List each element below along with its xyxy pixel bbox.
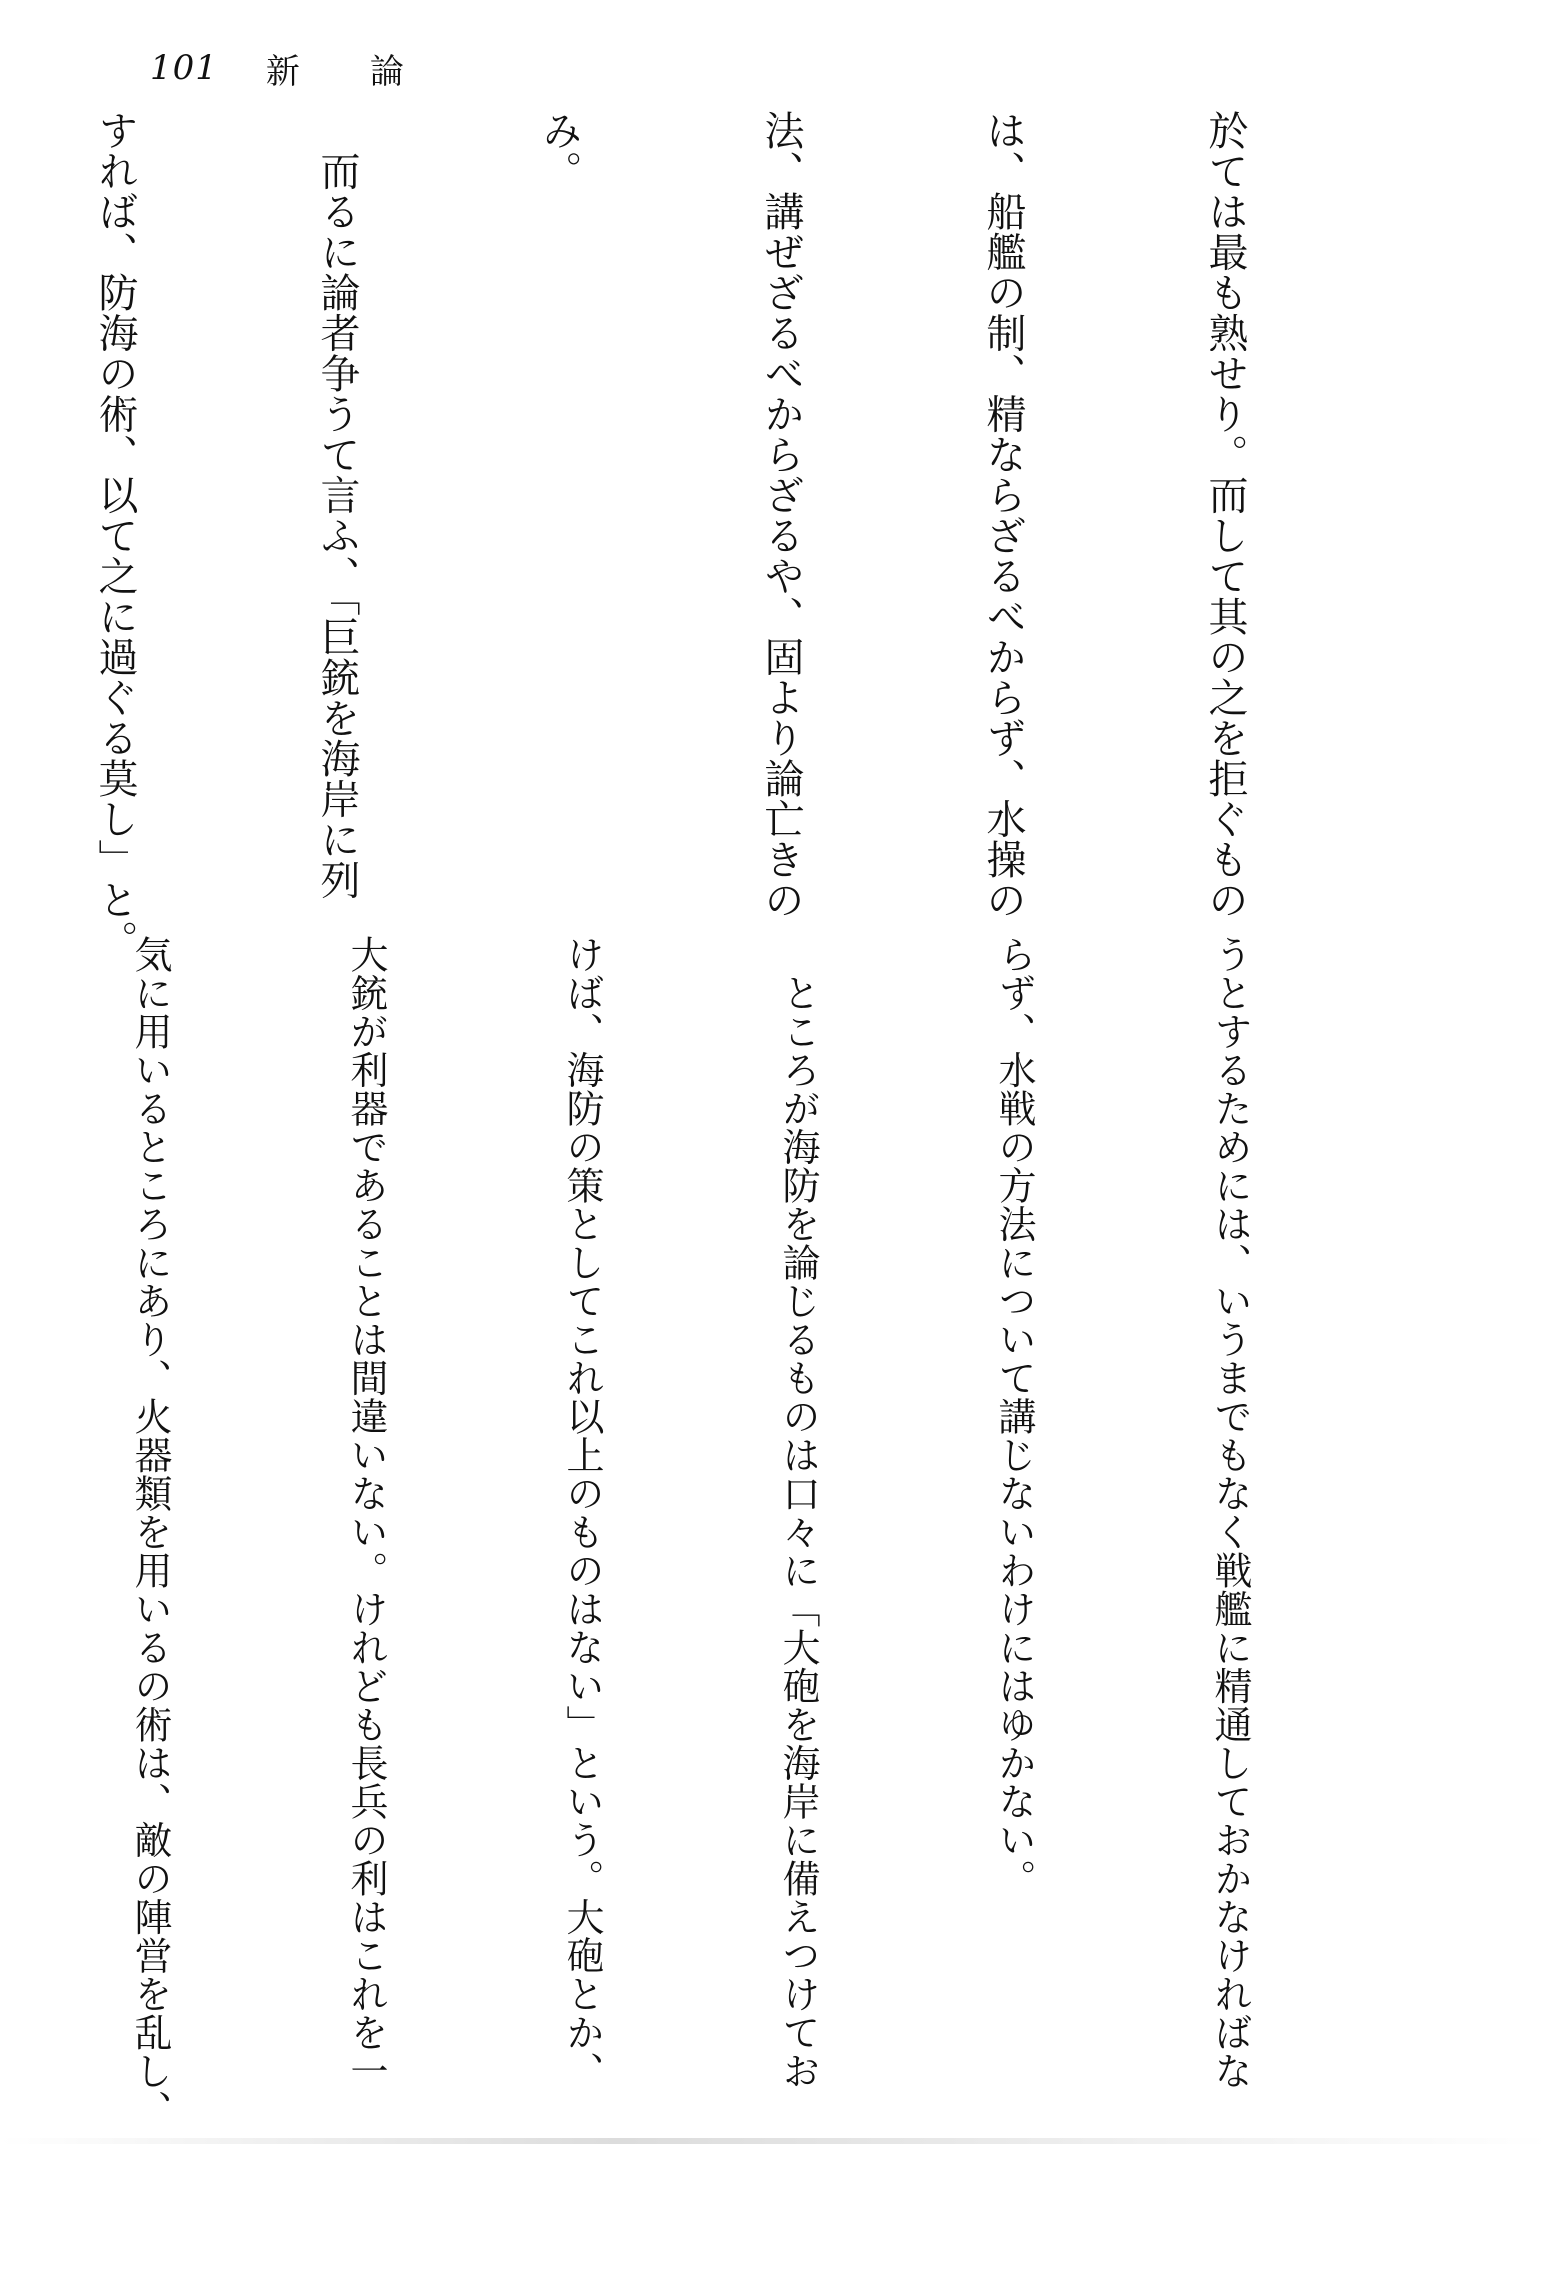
text-column: ところが海防を論じるものは口々に「大砲を海岸に備えつけてお [776,935,820,2090]
text-column: 而るに論者争うて言ふ、「巨銃を海岸に列 [314,110,360,900]
page-number: 101 [150,48,218,88]
text-column: 気に用いるところにあり、火器類を用いるの術は、敵の陣営を乱し、 [128,935,172,2129]
translation-text-block [128,935,1410,2129]
text-column: らず、水戦の方法について講じないわけにはゆかない。 [992,935,1036,1898]
text-column: すれば、防海の術、以て之に過ぐる莫し」と。 [92,110,138,961]
chapter-title-char: 新 [265,51,300,92]
chapter-title [266,44,404,93]
scan-edge-shadow [0,2138,1550,2144]
page-header [150,38,404,98]
text-column: み。 [536,110,582,191]
chapter-title-char: 論 [369,51,404,92]
original-text-block [92,110,1410,961]
text-column: うとするためには、いうまでもなく戦艦に精通しておかなければな [1208,935,1252,2090]
text-column: 法、講ぜざるべからざるや、固より論亡きの [758,110,804,920]
text-column: は、船艦の制、精ならざるべからず、水操の [980,110,1026,920]
text-column: 大銃が利器であることは間違いない。けれども長兵の利はこれを一 [344,935,388,2090]
text-column: 於ては最も熟せり。而して其の之を拒ぐもの [1202,110,1248,920]
text-column: けば、海防の策としてこれ以上のものはない」という。大砲とか、 [560,935,604,2090]
